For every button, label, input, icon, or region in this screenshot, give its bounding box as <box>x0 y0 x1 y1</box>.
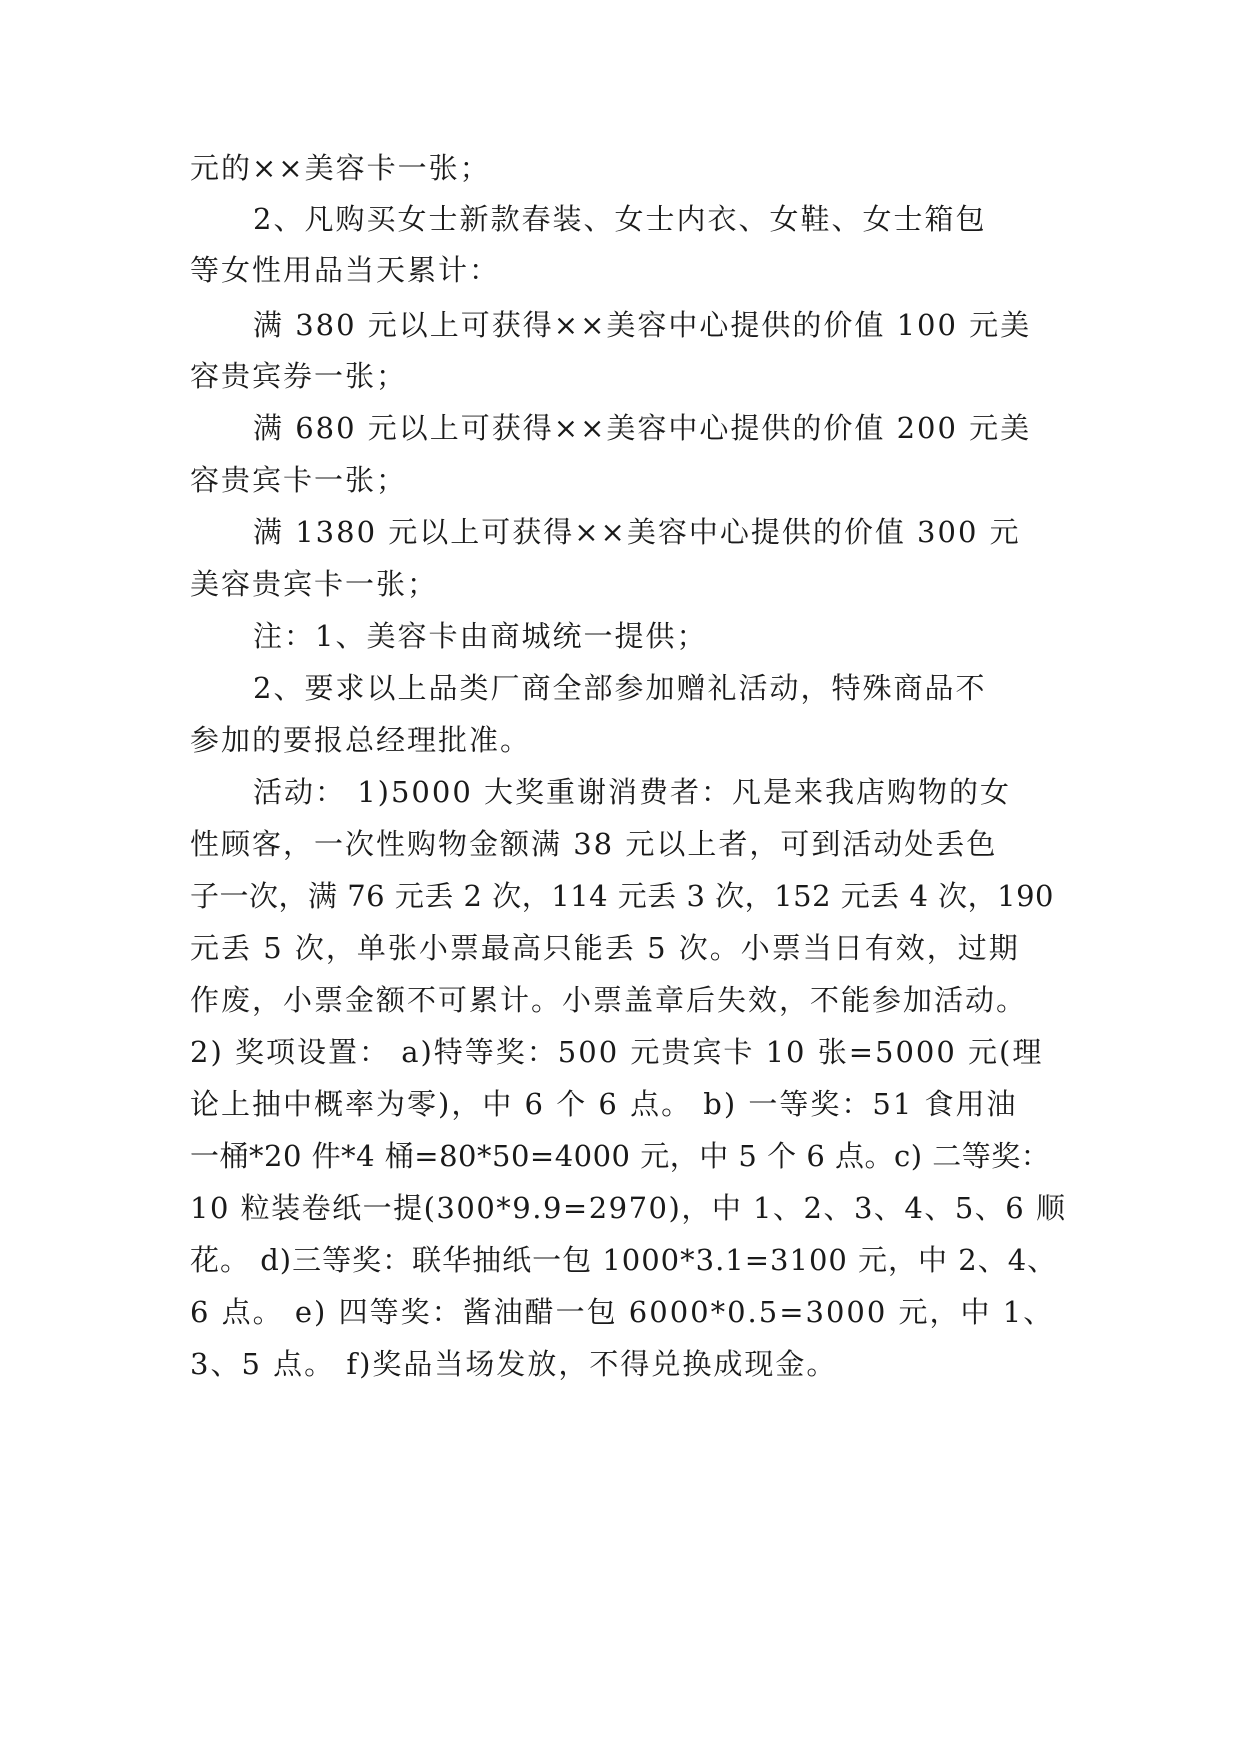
text-line: 2) 奖项设置： a)特等奖：500 元贵宾卡 10 张=5000 元(理 <box>190 1035 1044 1069</box>
text-line: 元的××美容卡一张； <box>190 151 491 185</box>
text-line: 花。 d)三等奖：联华抽纸一包 1000*3.1=3100 元，中 2、4、 <box>190 1243 1058 1277</box>
text-line: 论上抽中概率为零)，中 6 个 6 点。 b) 一等奖：51 食用油 <box>190 1087 1018 1121</box>
text-line: 等女性用品当天累计： <box>190 253 501 287</box>
text-line: 满 680 元以上可获得××美容中心提供的价值 200 元美 <box>253 411 1032 445</box>
text-line: 满 1380 元以上可获得××美容中心提供的价值 300 元 <box>253 515 1021 549</box>
text-line: 元丢 5 次，单张小票最高只能丢 5 次。小票当日有效，过期 <box>190 931 1020 965</box>
text-line: 2、要求以上品类厂商全部参加赠礼活动，特殊商品不 <box>253 671 987 705</box>
text-line: 活动： 1)5000 大奖重谢消费者：凡是来我店购物的女 <box>253 775 1012 809</box>
text-line: 一桶*20 件*4 桶=80*50=4000 元，中 5 个 6 点。c) 二等奖： <box>190 1139 1051 1173</box>
text-line: 3、5 点。 f)奖品当场发放，不得兑换成现金。 <box>190 1347 838 1381</box>
text-line: 10 粒装卷纸一提(300*9.9=2970)，中 1、2、3、4、5、6 顺 <box>190 1191 1067 1225</box>
text-line: 注：1、美容卡由商城统一提供； <box>253 619 708 653</box>
text-line: 容贵宾券一张； <box>190 359 408 393</box>
text-line: 参加的要报总经理批准。 <box>190 723 532 757</box>
text-line: 性顾客，一次性购物金额满 38 元以上者，可到活动处丢色 <box>190 827 998 861</box>
text-line: 美容贵宾卡一张； <box>190 567 439 601</box>
text-line: 作废，小票金额不可累计。小票盖章后失效，不能参加活动。 <box>190 983 1028 1017</box>
text-line: 子一次，满 76 元丢 2 次，114 元丢 3 次，152 元丢 4 次，190 <box>190 879 1054 913</box>
text-line: 2、凡购买女士新款春装、女士内衣、女鞋、女士箱包 <box>253 202 987 236</box>
text-line: 容贵宾卡一张； <box>190 463 408 497</box>
text-line: 6 点。 e) 四等奖：酱油醋一包 6000*0.5=3000 元，中 1、 <box>190 1295 1055 1329</box>
text-line: 满 380 元以上可获得××美容中心提供的价值 100 元美 <box>253 308 1032 342</box>
